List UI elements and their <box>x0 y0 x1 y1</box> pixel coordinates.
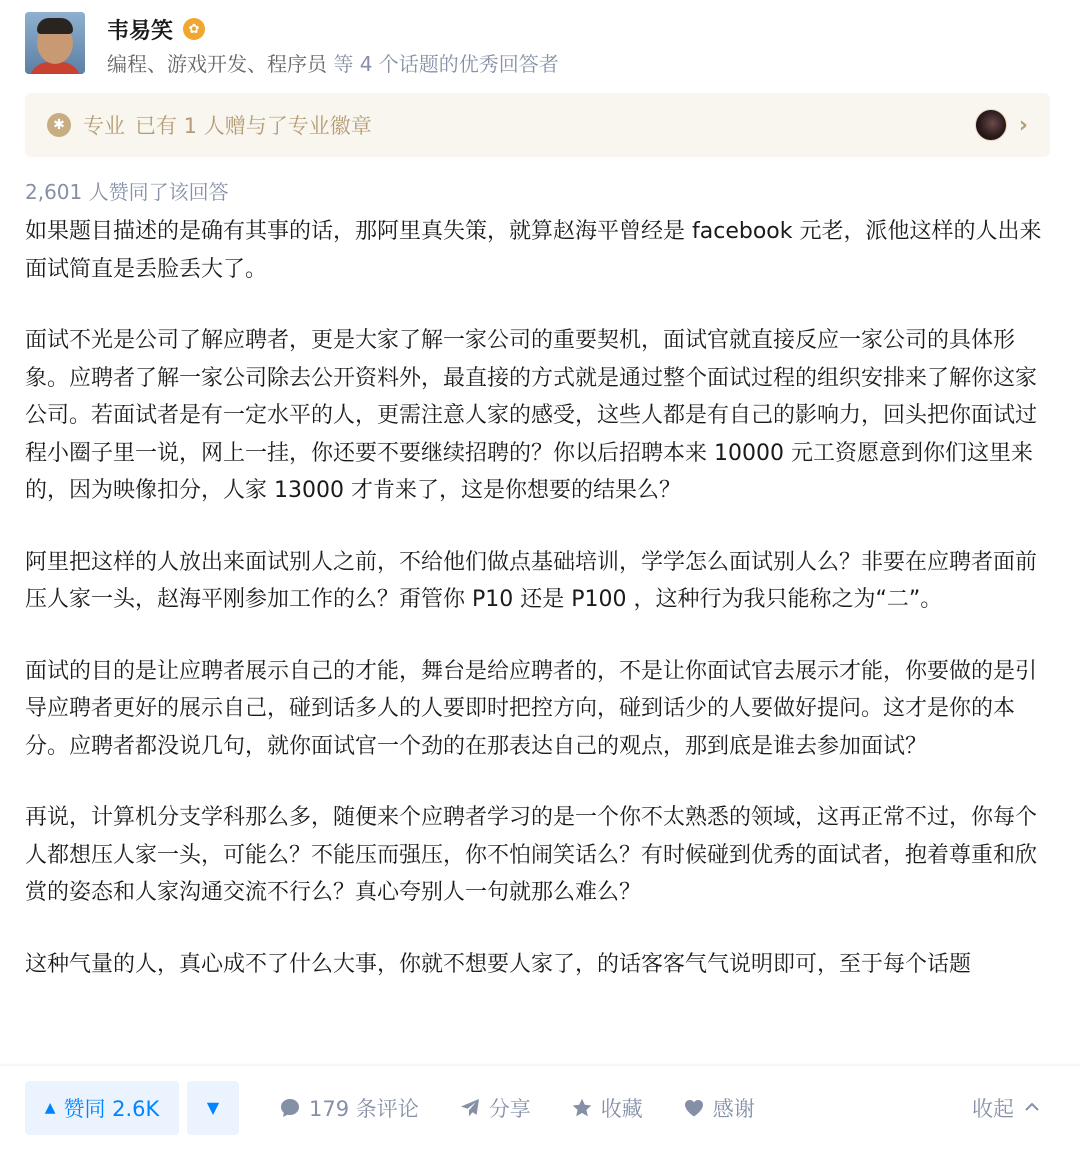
share-icon <box>459 1097 481 1119</box>
share-button[interactable] <box>459 1093 531 1123</box>
answer-content <box>25 213 1055 1068</box>
author-info <box>107 12 559 77</box>
content-fade-overlay <box>0 1030 1080 1070</box>
author-name-row <box>107 12 559 46</box>
professional-badge-text: 已有 1 人赠与了专业徽章 <box>135 114 372 138</box>
answer-paragraph: 面试不光是公司了解应聘者，更是大家了解一家公司的重要契机，面试官就直接反应一家公司的具体形象。应聘者了解一家公司除去公开资料外，最直接的方式就是通过整个面试过程的组织安排来了解你这家公司。若面试者是有一定水平的人，更需注意人家的感受，这些人都是有自己的影响力，回头把你面试过程小圈子里一说，网上一挂，你还要不要继续招聘的？你以后招聘本来 10000 元工资愿意到你们这里来的，因为映像扣分，人家 13000 才肯来了，这是你想要的结果么？ <box>25 328 1038 503</box>
badge-giver-avatar[interactable] <box>975 109 1007 141</box>
upvote-triangle-icon: ▲ <box>44 1099 56 1116</box>
author-header <box>25 12 559 76</box>
answer-action-bar <box>0 1066 1080 1149</box>
comment-icon <box>279 1097 301 1119</box>
vote-summary: 2,601 人赞同了该回答 <box>25 180 229 204</box>
upvote-label: 赞同 2.6K <box>63 1096 160 1121</box>
thanks-label: 感谢 <box>712 1096 755 1121</box>
professional-badge-bar[interactable] <box>25 93 1050 157</box>
author-topics: 编程、游戏开发、程序员 <box>107 52 327 76</box>
favorite-button[interactable] <box>571 1093 643 1123</box>
downvote-button[interactable] <box>187 1081 239 1135</box>
author-topics-suffix[interactable]: 等 4 个话题的优秀回答者 <box>333 52 559 76</box>
heart-icon <box>683 1097 705 1119</box>
answer-paragraph: 面试的目的是让应聘者展示自己的才能，舞台是给应聘者的，不是让你面试官去展示才能，你要做的是引导应聘者更好的展示自己，碰到话多人的人要即时把控方向，碰到话少的人要做好提问。这才是你的本分。应聘者都没说几句，就你面试官一个劲的在那表达自己的观点，那到底是谁去参加面试？ <box>25 658 1038 759</box>
collapse-button[interactable] <box>972 1093 1040 1123</box>
answer-paragraph: 再说，计算机分支学科那么多，随便来个应聘者学习的是一个你不太熟悉的领域，这再正常不过，你每个人都想压人家一头，可能么？不能压而强压，你不怕闹笑话么？有时候碰到优秀的面试者，抱着尊重和欣赏的姿态和人家沟通交流不行么？真心夸别人一句就那么难么？ <box>25 805 1038 905</box>
author-name[interactable]: 韦易笑 <box>107 18 174 44</box>
excellent-answerer-badge-icon[interactable]: ✿ <box>183 18 205 40</box>
chevron-up-icon <box>1024 1097 1040 1118</box>
collapse-label: 收起 <box>972 1096 1014 1121</box>
author-avatar[interactable] <box>25 12 85 74</box>
author-description <box>107 48 559 77</box>
downvote-triangle-icon: ▼ <box>206 1098 220 1117</box>
answer-paragraph: 这种气量的人，真心成不了什么大事，你就不想要人家了，的话客客气气说明即可，至于每个话题 <box>25 951 972 977</box>
answer-paragraph: 如果题目描述的是确有其事的话，那阿里真失策，就算赵海平曾经是 facebook 元老，派他这样的人出来面试简直是丢脸丢大了。 <box>25 219 1042 282</box>
professional-badge-icon: ✱ <box>47 113 71 137</box>
comments-label: 179 条评论 <box>309 1096 419 1121</box>
star-icon <box>571 1097 593 1119</box>
thanks-button[interactable] <box>683 1093 755 1123</box>
badge-givers[interactable] <box>975 109 1028 141</box>
professional-badge-label: 专业 <box>83 114 125 138</box>
favorite-label: 收藏 <box>600 1096 643 1121</box>
answer-paragraph: 阿里把这样的人放出来面试别人之前，不给他们做点基础培训，学学怎么面试别人么？非要在应聘者面前压人家一头，赵海平刚参加工作的么？甭管你 P10 还是 P100 ，这种行为我只能称之为“二”。 <box>25 549 1038 612</box>
comments-button[interactable] <box>279 1093 419 1123</box>
chevron-right-icon[interactable]: › <box>1018 112 1028 138</box>
share-label: 分享 <box>488 1096 531 1121</box>
upvote-button[interactable] <box>25 1081 179 1135</box>
